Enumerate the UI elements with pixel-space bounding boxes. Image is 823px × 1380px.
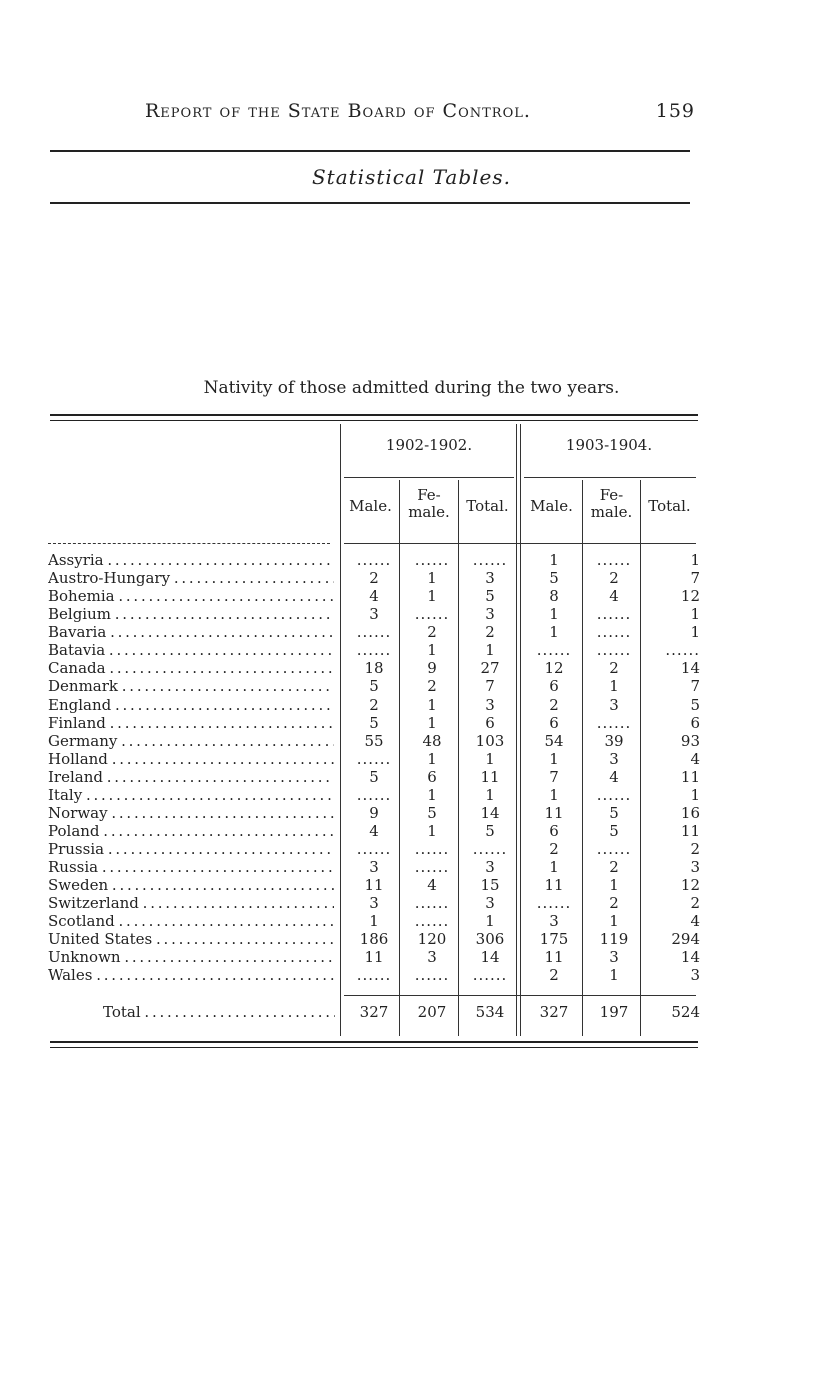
table-cell: 3 (369, 605, 379, 624)
table-cell (403, 858, 461, 876)
table-row (48, 876, 700, 894)
table-cell: 3 (609, 749, 619, 768)
table-body (48, 551, 700, 985)
table-cell: 2 (549, 840, 559, 858)
table-cell: 2 (427, 677, 437, 696)
table-cell: 186 (359, 930, 389, 949)
table-cell: 3 (485, 569, 495, 588)
row-label: Italy . . . (48, 786, 334, 804)
table-cell: 103 (475, 731, 505, 750)
table-cell (461, 840, 519, 858)
table-cell: 1 (427, 785, 437, 804)
table-cell: 11 (544, 948, 564, 967)
row-label: Bavaria . . . (48, 623, 334, 641)
total-cell: 207 (417, 1003, 447, 1021)
table-caption: Nativity of those admitted during the two years. (203, 378, 620, 398)
subtitle-rule (50, 202, 690, 204)
table-cell: 1 (427, 569, 437, 588)
row-label: Germany . . . (48, 732, 334, 750)
table-cell: 1 (485, 749, 495, 768)
table-row (48, 786, 700, 804)
table-cell: 14 (480, 948, 500, 967)
running-header (145, 100, 700, 122)
row-label: Batavia . . . (48, 641, 334, 659)
table-cell: 1 (549, 623, 559, 642)
total-row (48, 1003, 700, 1023)
table-cell (584, 840, 644, 858)
table-cell: 1 (549, 551, 559, 569)
table-cell: 7 (690, 569, 700, 588)
table-row (48, 804, 700, 822)
table-cell (345, 623, 403, 641)
table-cell (644, 641, 700, 659)
table-cell (345, 786, 403, 804)
table-cell: 1 (609, 912, 619, 931)
table-cell (584, 605, 644, 623)
table-cell (345, 840, 403, 858)
table-cell (584, 641, 644, 659)
table-cell (461, 966, 519, 984)
table-cell: 1 (690, 785, 700, 804)
table-cell: 14 (480, 803, 500, 822)
table-cell: 3 (427, 948, 437, 967)
table-cell (584, 786, 644, 804)
table-cell: 2 (369, 569, 379, 588)
table-cell: 4 (369, 821, 379, 840)
row-label: Finland . . . (48, 714, 334, 732)
table-cell: 175 (539, 930, 569, 949)
group-header: 1903-1904. (565, 436, 653, 454)
table-cell: 4 (427, 876, 437, 895)
table-cell: 1 (427, 821, 437, 840)
table-cell: 11 (480, 767, 500, 786)
table-cell: 55 (364, 731, 384, 750)
row-label: Holland . . . (48, 750, 334, 768)
table-cell: 7 (690, 677, 700, 696)
table-cell: 9 (427, 659, 437, 678)
table-cell: 2 (609, 659, 619, 678)
row-label: Canada . . . (48, 659, 334, 677)
table-cell (584, 714, 644, 732)
table-cell: 3 (485, 894, 495, 913)
table-cell (345, 641, 403, 659)
table-cell: 3 (609, 948, 619, 967)
total-cell: 534 (475, 1003, 505, 1021)
table-row (48, 551, 700, 569)
table-cell (524, 894, 584, 912)
table-cell: 11 (544, 876, 564, 895)
total-cell: 327 (539, 1003, 569, 1021)
column-header-total: Total. (648, 497, 691, 515)
table-cell: 5 (609, 821, 619, 840)
table-cell: 7 (485, 677, 495, 696)
table-cell: 2 (609, 569, 619, 588)
header-rule (50, 150, 690, 152)
table-cell: 27 (480, 659, 500, 678)
table-row (48, 677, 700, 695)
table-cell: 1 (427, 641, 437, 660)
table-cell: 1 (690, 605, 700, 624)
column-header-total: Total. (466, 497, 509, 515)
table-cell: 1 (549, 785, 559, 804)
table-cell: 3 (549, 912, 559, 931)
table-cell: 2 (485, 623, 495, 642)
table-cell: 5 (549, 569, 559, 588)
table-cell: 6 (549, 713, 559, 732)
table-row (48, 768, 700, 786)
table-cell: 11 (680, 767, 700, 786)
table-cell: 11 (680, 821, 700, 840)
table-row (48, 894, 700, 912)
row-label: Denmark . . . (48, 677, 334, 695)
table-cell: 8 (549, 587, 559, 606)
table-cell: 1 (609, 966, 619, 985)
table-cell: 1 (427, 749, 437, 768)
table-cell: 6 (427, 767, 437, 786)
row-label: Prussia . . . (48, 840, 334, 858)
row-label: Russia . . . (48, 858, 334, 876)
table-row (48, 930, 700, 948)
table-cell: 5 (369, 767, 379, 786)
table-cell: 1 (427, 713, 437, 732)
table-cell (524, 641, 584, 659)
total-label: Total . . . (103, 1003, 335, 1021)
table-cell: 5 (485, 821, 495, 840)
table-cell: 6 (485, 713, 495, 732)
table-cell (584, 623, 644, 641)
header-bottom-rule (344, 543, 696, 544)
table-cell: 9 (369, 803, 379, 822)
table-row (48, 623, 700, 641)
table-cell: 4 (369, 587, 379, 606)
table-cell: 294 (671, 930, 700, 949)
table-cell: 3 (369, 894, 379, 913)
table-cell: 3 (690, 858, 700, 877)
table-cell: 5 (690, 695, 700, 714)
table-row (48, 858, 700, 876)
table-cell: 2 (609, 894, 619, 913)
column-header-female: Fe- male. (408, 486, 450, 521)
table-cell: 3 (690, 966, 700, 985)
table-cell: 1 (427, 695, 437, 714)
total-cell: 327 (359, 1003, 389, 1021)
column-header-male: Male. (530, 497, 573, 515)
table-row (48, 750, 700, 768)
table-cell: 5 (485, 587, 495, 606)
row-label: Norway . . . (48, 804, 334, 822)
row-label: Sweden . . . (48, 876, 334, 894)
table-cell: 4 (690, 749, 700, 768)
table-cell: 11 (364, 948, 384, 967)
table-cell: 2 (369, 695, 379, 714)
group-rule (344, 477, 514, 478)
table-cell: 5 (369, 713, 379, 732)
table-cell (403, 551, 461, 569)
table-row (48, 587, 700, 605)
table-cell: 15 (480, 876, 500, 895)
table-cell: 4 (690, 912, 700, 931)
table-cell: 93 (680, 731, 700, 750)
table-cell: 119 (599, 930, 629, 949)
running-title: Report of the State Board of Control. (145, 100, 531, 122)
table-cell: 3 (485, 695, 495, 714)
table-cell (403, 605, 461, 623)
table-cell: 11 (544, 803, 564, 822)
table-cell: 6 (549, 677, 559, 696)
table-cell: 12 (544, 659, 564, 678)
table-cell: 2 (549, 966, 559, 985)
table-cell (345, 750, 403, 768)
table-cell: 16 (680, 803, 700, 822)
total-cell: 197 (599, 1003, 629, 1021)
table-cell: 18 (364, 659, 384, 678)
row-label: Assyria . . . (48, 551, 334, 569)
table-row (48, 605, 700, 623)
table-cell: 54 (544, 731, 564, 750)
table-row (48, 948, 700, 966)
table-cell (345, 966, 403, 984)
row-label: Austro-Hungary . . . (48, 569, 334, 587)
table-cell: 1 (485, 912, 495, 931)
table-row (48, 840, 700, 858)
table-cell (403, 840, 461, 858)
table-cell: 2 (690, 840, 700, 858)
table-row (48, 714, 700, 732)
table-row (48, 696, 700, 714)
table-cell (345, 551, 403, 569)
row-label: England . . . (48, 696, 334, 714)
table-cell: 3 (609, 695, 619, 714)
table-cell: 5 (609, 803, 619, 822)
row-label: Ireland . . . (48, 768, 334, 786)
table-cell: 1 (369, 912, 379, 931)
row-label: Scotland . . . (48, 912, 334, 930)
table-row (48, 822, 700, 840)
table-cell: 6 (690, 713, 700, 732)
table-cell (403, 966, 461, 984)
table-cell: 39 (604, 731, 624, 750)
table-cell: 5 (369, 677, 379, 696)
table-cell: 4 (609, 587, 619, 606)
column-header-male: Male. (349, 497, 392, 515)
row-label: Bohemia . . . (48, 587, 334, 605)
table-cell: 2 (609, 858, 619, 877)
table-cell: 4 (609, 767, 619, 786)
table-cell: 1 (485, 785, 495, 804)
table-cell: 1 (549, 858, 559, 877)
row-label: Wales . . . (48, 966, 334, 984)
table-bottom-rule (50, 1041, 698, 1048)
table-cell: 5 (427, 803, 437, 822)
table-cell: 12 (680, 876, 700, 895)
table-cell: 306 (475, 930, 505, 949)
group-rule (524, 477, 696, 478)
table-cell: 2 (427, 623, 437, 642)
table-cell: 14 (680, 659, 700, 678)
section-subtitle: Statistical Tables. (311, 165, 512, 189)
table-row (48, 659, 700, 677)
row-label: Unknown . . . (48, 948, 334, 966)
table-cell (403, 912, 461, 930)
table-cell: 48 (422, 731, 442, 750)
table-cell: 1 (609, 677, 619, 696)
row-label: United States . . . (48, 930, 334, 948)
total-rule (344, 995, 696, 996)
table-cell: 6 (549, 821, 559, 840)
row-label: Poland . . . (48, 822, 334, 840)
group-header: 1902-1902. (385, 436, 473, 454)
table-cell (461, 551, 519, 569)
row-label: Switzerland . . . (48, 894, 334, 912)
table-cell: 1 (485, 641, 495, 660)
table-cell: 7 (549, 767, 559, 786)
table-cell: 1 (609, 876, 619, 895)
table-row (48, 641, 700, 659)
table-cell: 3 (485, 605, 495, 624)
table-cell: 1 (549, 749, 559, 768)
table-cell: 120 (417, 930, 447, 949)
table-row (48, 966, 700, 984)
table-cell: 1 (549, 605, 559, 624)
table-cell: 1 (427, 587, 437, 606)
table-row (48, 732, 700, 750)
table-row (48, 912, 700, 930)
table-cell (584, 551, 644, 569)
table-cell: 1 (690, 551, 700, 569)
table-cell: 12 (680, 587, 700, 606)
table-cell: 1 (690, 623, 700, 642)
row-label: Belgium . . . (48, 605, 334, 623)
table-cell: 14 (680, 948, 700, 967)
table-cell: 11 (364, 876, 384, 895)
table-cell: 3 (485, 858, 495, 877)
column-header-female: Fe- male. (590, 486, 633, 521)
table-cell: 2 (549, 695, 559, 714)
table-cell (403, 894, 461, 912)
stub-rule (48, 543, 330, 544)
table-row (48, 569, 700, 587)
table-top-rule (50, 414, 698, 421)
page-number: 159 (655, 100, 695, 122)
table-cell: 3 (369, 858, 379, 877)
total-cell: 524 (671, 1003, 700, 1021)
table-cell: 2 (690, 894, 700, 913)
